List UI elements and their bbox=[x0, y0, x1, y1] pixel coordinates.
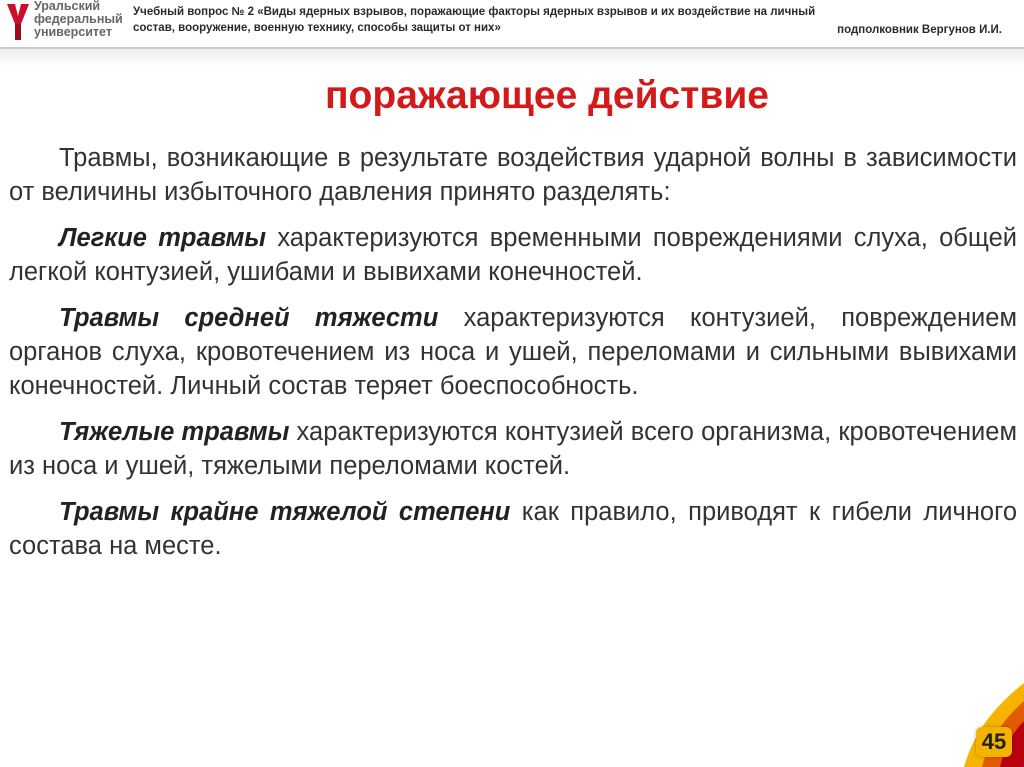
topic-line-1: Учебный вопрос № 2 «Виды ядерных взрывов, поражающие факторы ядерных взрывов и их воздействие на личный bbox=[133, 6, 816, 18]
paragraph-text: характеризуются контузией всего организма, кровотечением из носа и ушей, тяжелыми переломами костей. bbox=[9, 418, 1018, 480]
paragraph-intro bbox=[9, 141, 1017, 209]
paragraph-text: характеризуются временными повреждениями слуха, общей легкой контузией, ушибами и вывихами конечностей. bbox=[9, 224, 1018, 286]
paragraph-text: как правило, приводят к гибели личного состава на месте. bbox=[9, 498, 1018, 560]
paragraph-severe-injuries bbox=[9, 415, 1017, 483]
paragraph-text: характеризуются контузией, повреждением органов слуха, кровотечением из носа и ушей, переломами и сильными вывихами конечностей. Личный состав теряет боеспособность. bbox=[9, 304, 1017, 400]
logo-line-2: федеральный bbox=[34, 12, 123, 26]
logo-line-3: университет bbox=[34, 25, 112, 39]
paragraph-medium-injuries bbox=[9, 301, 1017, 403]
slide-header bbox=[0, 0, 1024, 46]
university-logo bbox=[4, 0, 122, 44]
logo-text bbox=[34, 0, 123, 39]
term-light-injuries: Легкие травмы bbox=[59, 224, 267, 252]
term-medium-injuries: Травмы средней тяжести bbox=[59, 304, 439, 332]
author-name: подполковник Вергунов И.И. bbox=[837, 24, 1002, 36]
logo-mark-icon bbox=[4, 2, 32, 42]
slide-title: поражающее действие bbox=[325, 74, 769, 117]
paragraph-light-injuries bbox=[9, 221, 1017, 289]
topic-line-2: состав, вооружение, военную технику, способы защиты от них» bbox=[133, 22, 501, 34]
logo-line-1: Уральский bbox=[34, 0, 101, 13]
header-shadow-band bbox=[0, 49, 1024, 67]
page-number-badge: 45 bbox=[976, 727, 1012, 757]
term-severe-injuries: Тяжелые травмы bbox=[59, 418, 290, 446]
term-extreme-injuries: Травмы крайне тяжелой степени bbox=[59, 498, 511, 526]
slide-body bbox=[9, 141, 1017, 575]
paragraph-extreme-injuries bbox=[9, 495, 1017, 563]
paragraph-text: Травмы, возникающие в результате воздействия ударной волны в зависимости от величины избыточного давления принято разделять: bbox=[9, 144, 1017, 206]
